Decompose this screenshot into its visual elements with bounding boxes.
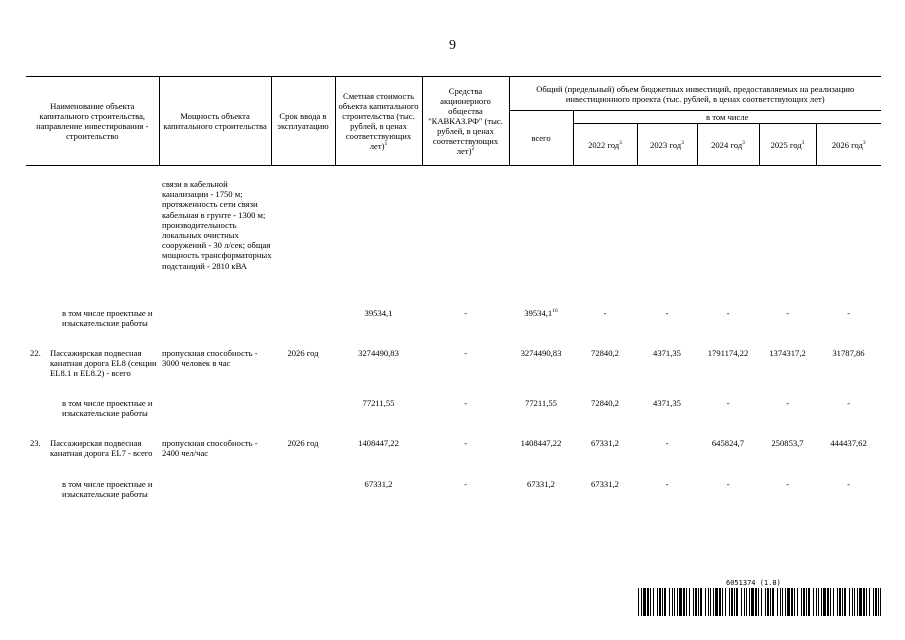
cell-2025: - [786, 479, 789, 489]
header-capacity: Мощность объекта капитального строительства [159, 77, 271, 166]
cell-total: 1408447,22 [520, 438, 562, 448]
header-cost: Сметная стоимость объекта капитального строительства (тыс. рублей, в ценах соответствующих лет)$^1$ [335, 77, 422, 166]
cell-2026: - [847, 479, 850, 489]
cell-2023: - [665, 438, 669, 448]
cell-2023: 4371,35 [653, 348, 681, 358]
cell-2024: - [726, 308, 730, 318]
row-number: 23. [30, 438, 41, 448]
cell-2022: 72840,2 [591, 348, 619, 358]
cell-cost: 77211,55 [362, 398, 395, 408]
cell-2022: 67331,2 [591, 438, 619, 448]
page-number: 9 [449, 38, 456, 53]
cell-2026: 31787,86 [832, 348, 865, 358]
header-year-2025: 2025 год$^3$ [759, 124, 816, 166]
cell-2022: - [603, 308, 607, 318]
header-year-2024: 2024 год$^3$ [697, 124, 759, 166]
header-term: Срок ввода в эксплуатацию [271, 77, 335, 166]
cell-2026: - [847, 308, 850, 318]
barcode-label: 6051374 (1.8) [726, 579, 781, 587]
cell-cost: 67331,2 [364, 479, 393, 489]
cell-2022: 67331,2 [591, 479, 619, 489]
cell-2023: - [665, 308, 669, 318]
row-term: 2026 год [287, 438, 319, 448]
cell-cost: 39534,1 [364, 308, 393, 318]
row-name: в том числе проектные и изыскательские работы [62, 308, 153, 329]
cell-2025: - [786, 398, 789, 408]
row-name: Пассажирская подвесная канатная дорога EL8 (секции EL8.1 и EL8.2) - всего [50, 348, 157, 379]
cell-2024: 1791174,22 [707, 348, 749, 358]
cell-total: 67331,2 [527, 479, 555, 489]
cell-kavkaz: - [464, 348, 467, 358]
row-name: в том числе проектные и изыскательские работы [62, 479, 153, 500]
cell-total: 39534,1$^{16}$ [524, 308, 558, 318]
header-kavkaz: Средства акционерного общества "КАВКАЗ.РФ" (тыс. рублей, в ценах соответствующих лет)$^2$ [422, 77, 509, 166]
row-capacity: пропускная способность - 2400 чел/час [162, 438, 258, 459]
row-capacity: пропускная способность - 3000 человек в час [162, 348, 258, 369]
cell-2024: - [726, 479, 730, 489]
cell-2024: - [726, 398, 730, 408]
cell-total: 3274490,83 [520, 348, 562, 358]
row-name: в том числе проектные и изыскательские работы [62, 398, 153, 419]
row-name: Пассажирская подвесная канатная дорога EL7 - всего [50, 438, 153, 459]
row-number: 22. [30, 348, 41, 358]
barcode-icon [638, 588, 881, 616]
header-name: Наименование объекта капитального строительства, направление инвестирования - строительство [26, 77, 159, 166]
header-year-2022: 2022 год$^3$ [573, 124, 637, 166]
cell-2023: 4371,35 [653, 398, 681, 408]
header-budget-group: Общий (предельный) объем бюджетных инвестиций, предоставляемых на реализацию инвестиционного проекта (тыс. рублей, в ценах соответствующих лет) [509, 77, 881, 111]
cell-2025: 1374317,2 [769, 348, 806, 358]
cont-capacity-text: связи в кабельной канализации - 1750 м; протяженность сети связи кабельная в грунте - 1300 м; производительность локальных очистных сооружений - 30 л/сек; общая мощность трансформаторных подстанций - 2810 кВА [162, 179, 272, 271]
cell-kavkaz: - [464, 438, 467, 448]
cell-kavkaz: - [464, 479, 467, 489]
cell-2024: 645824,7 [711, 438, 745, 448]
cell-2023: - [665, 479, 669, 489]
cell-cost: 1408447,22 [358, 438, 399, 448]
cell-2026: 444437,62 [830, 438, 867, 448]
row-term: 2026 год [287, 348, 319, 358]
cell-kavkaz: - [464, 308, 467, 318]
cell-kavkaz: - [464, 398, 467, 408]
cell-2022: 72840,2 [591, 398, 619, 408]
header-year-2023: 2023 год$^3$ [637, 124, 697, 166]
header-year-2026: 2026 год$^3$ [816, 124, 881, 166]
header-total: всего [509, 111, 573, 166]
cell-total: 77211,55 [525, 398, 557, 408]
cell-2025: 250853,7 [771, 438, 804, 448]
table-header [26, 76, 881, 166]
cell-2026: - [847, 398, 850, 408]
cell-2025: - [786, 308, 789, 318]
header-including: в том числе [573, 111, 881, 124]
cell-cost: 3274490,83 [358, 348, 399, 358]
